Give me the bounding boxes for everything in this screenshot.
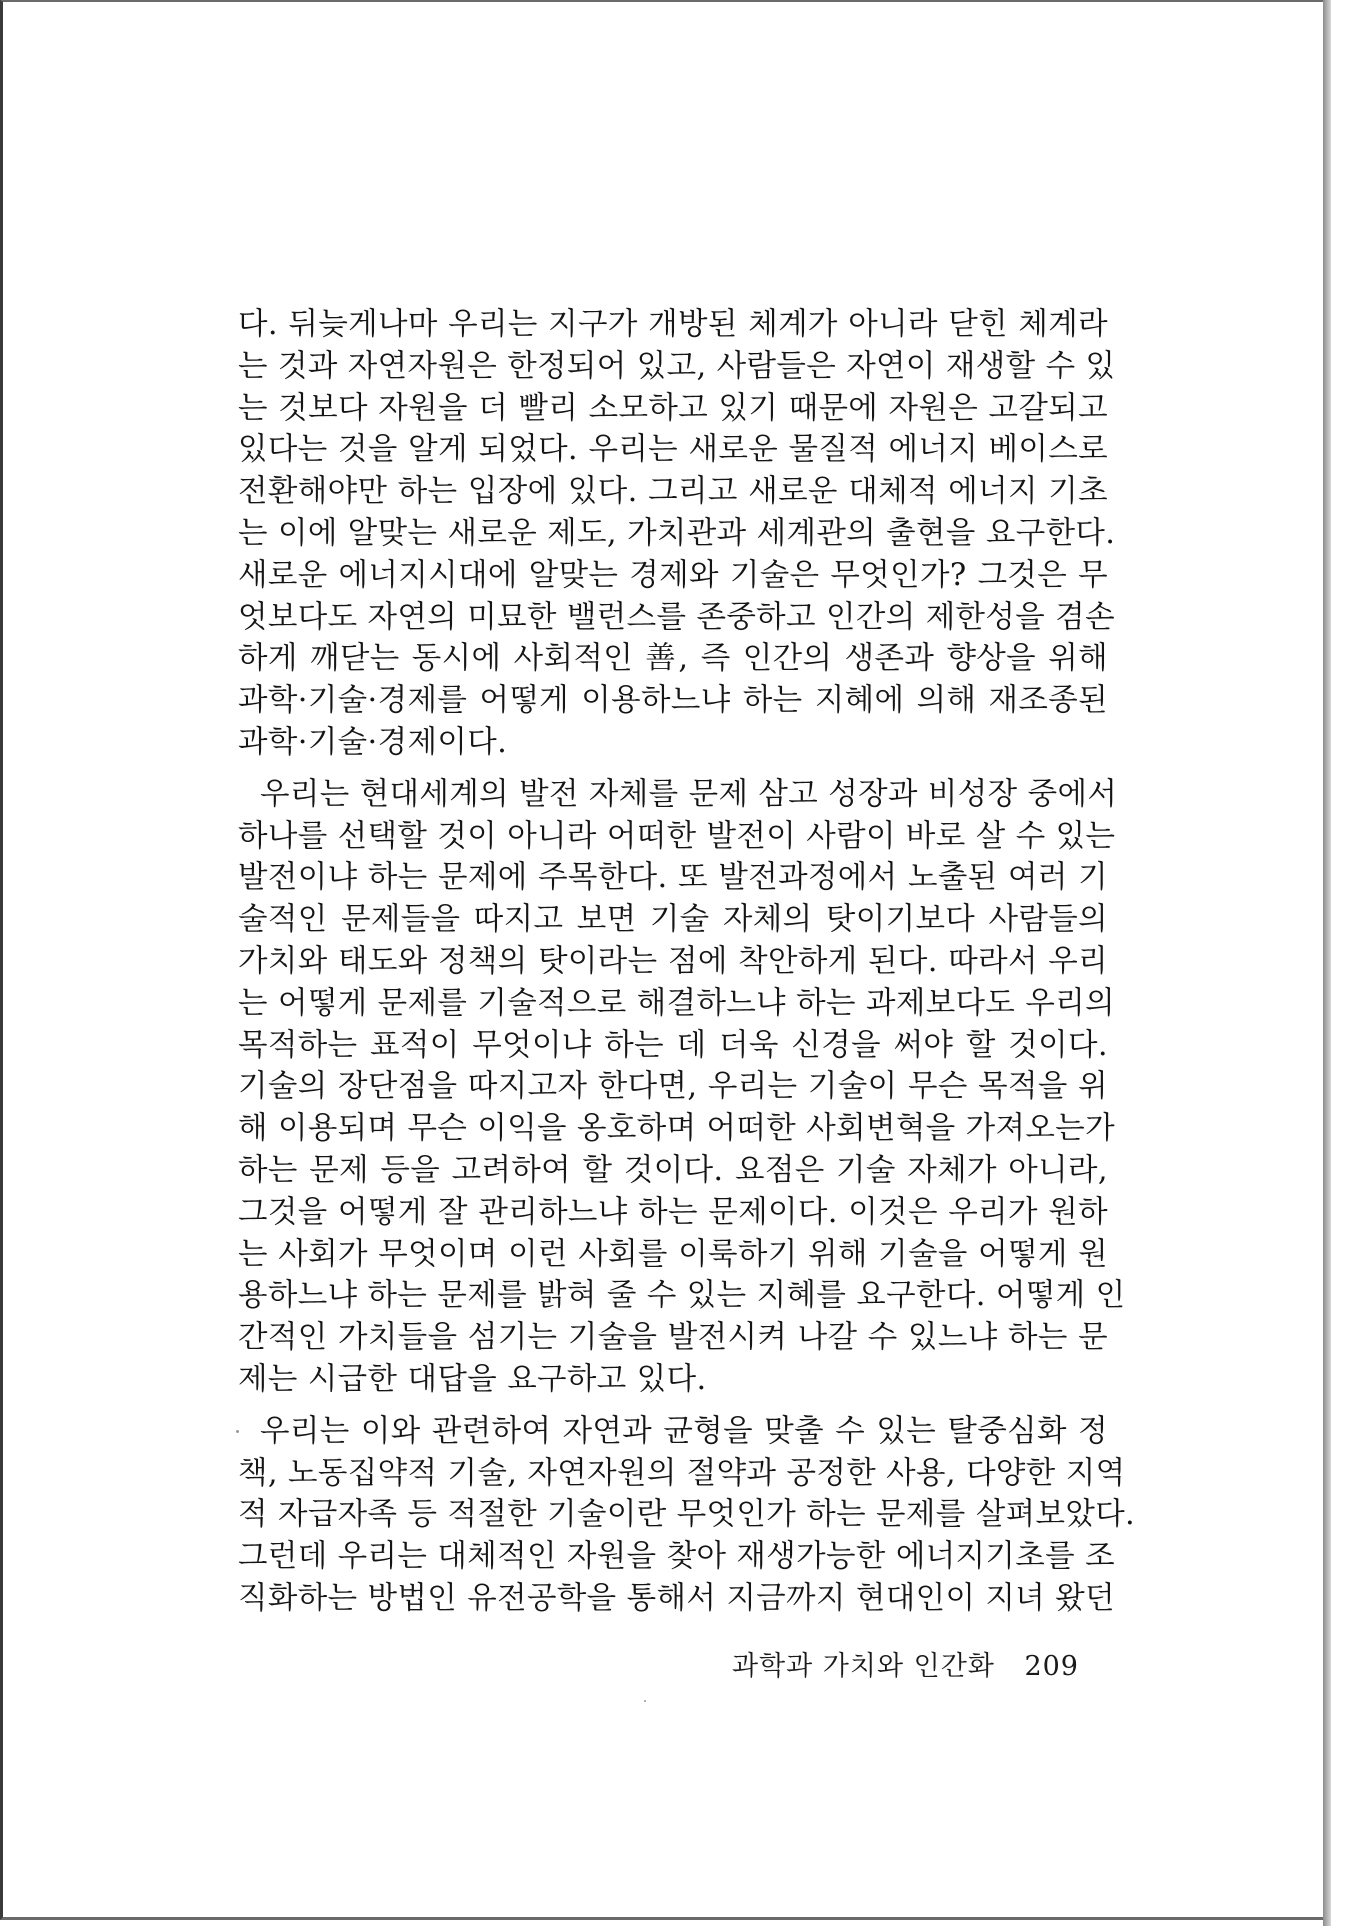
- text-line: 그것을 어떻게 잘 관리하느냐 하는 문제이다. 이것은 우리가 원하: [238, 1194, 1108, 1230]
- text-line: 제는 시급한 대답을 요구하고 있다.: [238, 1361, 707, 1397]
- text-line: 적 자급자족 등 적절한 기술이란 무엇인가 하는 문제를 살펴보았다.: [238, 1497, 1136, 1533]
- text-line: 발전이냐 하는 문제에 주목한다. 또 발전과정에서 노출된 여러 기: [238, 860, 1108, 896]
- running-title: 과학과 가치와 인간화: [731, 1651, 995, 1682]
- text-line: 있다는 것을 알게 되었다. 우리는 새로운 물질적 에너지 베이스로: [238, 432, 1108, 468]
- text-line: 새로운 에너지시대에 알맞는 경제와 기술은 무엇인가? 그것은 무: [238, 557, 1108, 593]
- text-line: 용하느냐 하는 문제를 밝혀 줄 수 있는 지혜를 요구한다. 어떻게 인: [238, 1278, 1126, 1314]
- text-line: 는 것과 자연자원은 한정되어 있고, 사람들은 자연이 재생할 수 있: [238, 348, 1116, 384]
- scan-speck: [644, 1700, 646, 1702]
- text-line: 책, 노동집약적 기술, 자연자원의 절약과 공정한 사용, 다양한 지역: [238, 1455, 1126, 1491]
- paragraph-gap: [238, 764, 1108, 774]
- text-line: 엇보다도 자연의 미묘한 밸런스를 존중하고 인간의 제한성을 겸손: [238, 599, 1115, 635]
- page-number: 209: [1024, 1651, 1079, 1682]
- text-line: 직화하는 방법인 유전공학을 통해서 지금까지 현대인이 지녀 왔던: [238, 1580, 1115, 1616]
- text-line: 는 것보다 자원을 더 빨리 소모하고 있기 때문에 자원은 고갈되고: [238, 390, 1108, 426]
- text-line: 하게 깨닫는 동시에 사회적인 善, 즉 인간의 생존과 향상을 위해: [238, 641, 1108, 677]
- page-footer: [732, 1644, 1079, 1683]
- text-line: 술적인 문제들을 따지고 보면 기술 자체의 탓이기보다 사람들의: [238, 902, 1108, 938]
- page-margin: [1331, 0, 1371, 1926]
- text-line: 우리는 이와 관련하여 자연과 균형을 맞출 수 있는 탈중심화 정: [260, 1413, 1108, 1449]
- text-line: 간적인 가치들을 섬기는 기술을 발전시켜 나갈 수 있느냐 하는 문: [238, 1320, 1108, 1356]
- text-line: 전환해야만 하는 입장에 있다. 그리고 새로운 대체적 에너지 기초: [238, 474, 1108, 510]
- paragraph-gap: [238, 1401, 1108, 1411]
- text-line: 기술의 장단점을 따지고자 한다면, 우리는 기술이 무슨 목적을 위: [238, 1069, 1108, 1105]
- text-line: 는 사회가 무엇이며 이런 사회를 이룩하기 위해 기술을 어떻게 원: [238, 1236, 1108, 1272]
- page-edge-shadow: [1323, 0, 1331, 1926]
- text-line: 다. 뒤늦게나마 우리는 지구가 개방된 체계가 아니라 닫힌 체계라: [238, 307, 1108, 342]
- paragraph: [238, 1411, 1136, 1620]
- text-line: 목적하는 표적이 무엇이냐 하는 데 더욱 신경을 써야 할 것이다.: [238, 1027, 1108, 1063]
- text-line: 과학·기술·경제이다.: [238, 724, 508, 760]
- paragraph: [238, 304, 1116, 764]
- text-line: 는 이에 알맞는 새로운 제도, 가치관과 세계관의 출현을 요구한다.: [238, 515, 1116, 551]
- text-line: 하나를 선택할 것이 아니라 어떠한 발전이 사람이 바로 살 수 있는: [238, 818, 1116, 854]
- text-line: 하는 문제 등을 고려하여 할 것이다. 요점은 기술 자체가 아니라,: [238, 1152, 1108, 1188]
- text-line: 과학·기술·경제를 어떻게 이용하느냐 하는 지혜에 의해 재조종된: [238, 683, 1108, 719]
- text-line: 해 이용되며 무슨 이익을 옹호하며 어떠한 사회변혁을 가져오는가: [238, 1111, 1115, 1147]
- text-line: 우리는 현대세계의 발전 자체를 문제 삼고 성장과 비성장 중에서: [260, 776, 1118, 812]
- text-line: 는 어떻게 문제를 기술적으로 해결하느냐 하는 과제보다도 우리의: [238, 985, 1115, 1021]
- text-line: 그런데 우리는 대체적인 자원을 찾아 재생가능한 에너지기초를 조: [238, 1539, 1115, 1575]
- paragraph: [238, 774, 1126, 1401]
- text-line: 가치와 태도와 정책의 탓이라는 점에 착안하게 된다. 따라서 우리: [238, 943, 1108, 979]
- body-text: [238, 304, 1136, 1620]
